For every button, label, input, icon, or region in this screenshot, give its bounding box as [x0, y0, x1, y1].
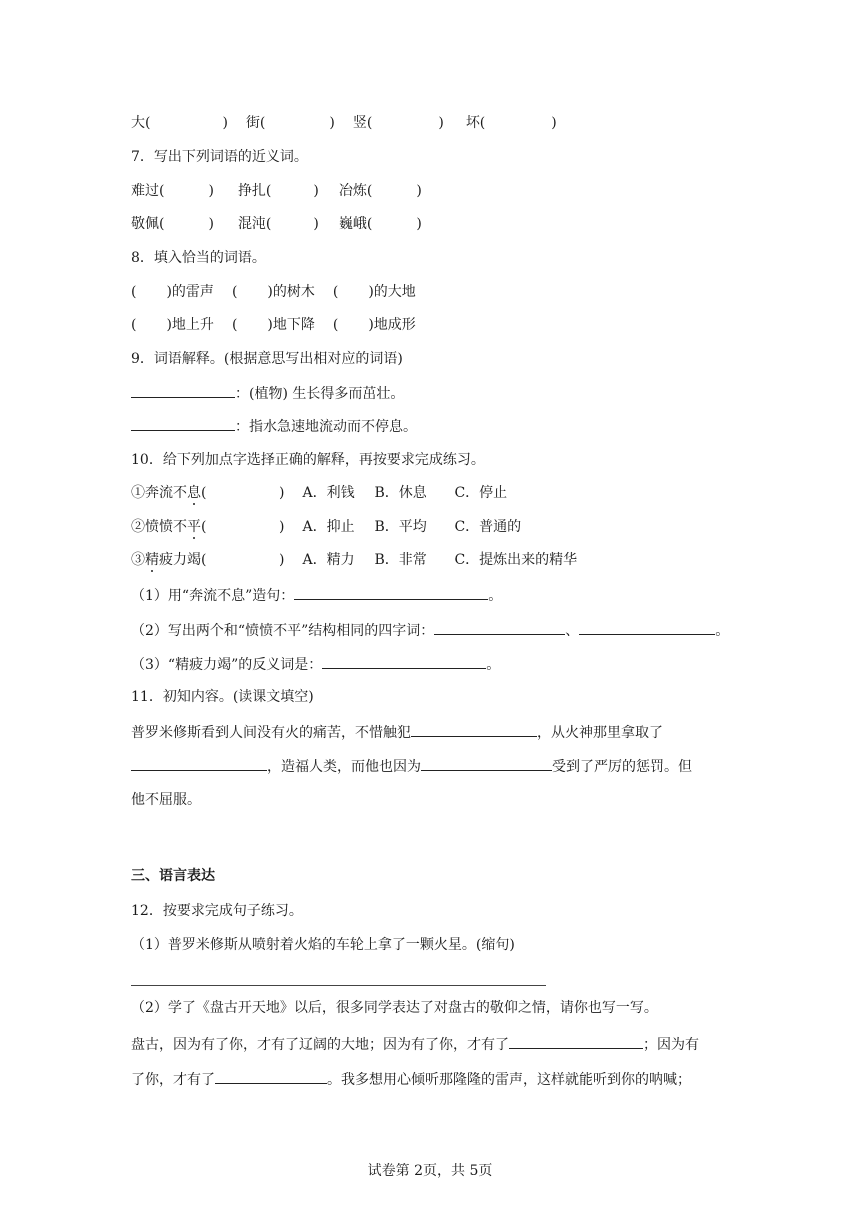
word: 混沌(: [237, 216, 272, 232]
prompt: （1）用“奔流不息”造句：: [131, 588, 295, 604]
definition: ：指水急速地流动而不停息。: [235, 419, 417, 435]
paren-close: ): [208, 216, 214, 232]
option-b: B．休息: [374, 485, 427, 501]
word: 冶炼(: [338, 183, 373, 199]
option-a: A．利钱: [302, 485, 355, 501]
q10-item-3: [131, 550, 577, 570]
paren-open: (: [201, 519, 207, 535]
q12-line-1: [131, 1034, 699, 1055]
word: 挣扎(: [237, 183, 272, 199]
paren-close: ): [438, 115, 444, 131]
fill-row-top: [131, 113, 557, 133]
phrase-text: ①奔流不: [131, 485, 187, 501]
option-c: C．提炼出来的精华: [454, 552, 578, 568]
paren-close: ): [313, 183, 319, 199]
option-b: B．非常: [374, 552, 427, 568]
option-c: C．停止: [454, 485, 508, 501]
period: 。: [715, 623, 730, 639]
q7-row1: [131, 181, 422, 201]
paren-open: (: [201, 485, 207, 501]
dotted-char: 精: [145, 552, 159, 568]
answer-line[interactable]: [131, 985, 546, 986]
q10-sub2: [131, 620, 729, 641]
text: 盘古，因为有了你，才有了辽阔的大地；因为有了你，才有了: [131, 1037, 509, 1053]
prompt: （3）“精疲力竭”的反义词是：: [131, 657, 323, 673]
paren-open: (: [231, 317, 238, 333]
paren-close: ): [416, 183, 422, 199]
section-heading: 三、语言表达: [131, 868, 215, 884]
char-da: 大(: [131, 115, 151, 131]
q10-item-1: [131, 483, 507, 503]
answer-blank[interactable]: [421, 756, 552, 771]
word: 难过(: [131, 183, 165, 199]
dotted-char: 平: [187, 519, 201, 535]
option-c: C．普通的: [454, 519, 522, 535]
paren-open: (: [131, 284, 137, 300]
paren-open: (: [231, 284, 238, 300]
answer-blank[interactable]: [294, 585, 488, 600]
text: 受到了严厉的惩罚。但: [552, 759, 692, 775]
char-huai: 坏(: [465, 115, 486, 131]
answer-blank[interactable]: [579, 620, 715, 635]
paren-close: ): [416, 216, 422, 232]
paren-close: ): [551, 115, 557, 131]
phrase-text: 疲力竭(: [159, 552, 207, 568]
q12-sub1: （1）普罗米修斯从喷射着火焰的车轮上拿了一颗火星。(缩句): [131, 937, 515, 953]
definition: ：(植物) 生长得多而茁壮。: [235, 386, 405, 402]
text: 了你，才有了: [131, 1072, 215, 1088]
paren-close: ): [313, 216, 319, 232]
prompt: （2）写出两个和“愤愤不平”结构相同的四字词：: [131, 623, 435, 639]
phrase: )的雷声: [166, 284, 214, 300]
q11-line-1: [131, 722, 663, 743]
q12-title: 12．按要求完成句子练习。: [131, 903, 303, 919]
q12-sub2: （2）学了《盘古开天地》以后，很多同学表达了对盘古的敬仰之情，请你也写一写。: [131, 1000, 658, 1016]
answer-blank[interactable]: [322, 654, 486, 669]
phrase: )的树木: [267, 284, 315, 300]
paren-close: ): [279, 519, 285, 535]
q12-line-2: [131, 1069, 691, 1090]
phrase: )的大地: [368, 284, 416, 300]
option-b: B．平均: [374, 519, 427, 535]
q9-def1: [131, 383, 404, 404]
paren-close: ): [279, 552, 285, 568]
paren-open: (: [332, 284, 339, 300]
q10-item-2: [131, 517, 521, 537]
paren-open: (: [332, 317, 339, 333]
paren-close: ): [279, 485, 285, 501]
text: ，造福人类，而他也因为: [267, 759, 421, 775]
q9-def2: [131, 416, 417, 437]
phrase-text: ③: [131, 552, 145, 568]
q11-line-3: 他不屈服。: [131, 792, 201, 808]
phrase: )地成形: [368, 317, 416, 333]
q10-sub1: [131, 585, 502, 606]
answer-blank[interactable]: [131, 416, 235, 431]
phrase: )地上升: [166, 317, 214, 333]
answer-blank[interactable]: [434, 620, 565, 635]
answer-blank[interactable]: [509, 1034, 643, 1049]
char-jie: 街(: [245, 115, 266, 131]
char-shu: 竖(: [352, 115, 373, 131]
q8-row2: [131, 315, 416, 335]
option-a: A．精力: [302, 552, 355, 568]
q8-row1: [131, 282, 416, 302]
q10-sub3: [131, 654, 500, 675]
q10-title: 10．给下列加点字选择正确的解释，再按要求完成练习。: [131, 452, 485, 468]
answer-blank[interactable]: [131, 756, 267, 771]
q11-line-2: [131, 756, 692, 777]
phrase-text: ②愤愤不: [131, 519, 187, 535]
answer-blank[interactable]: [411, 722, 537, 737]
q9-title: 9．词语解释。(根据意思写出相对应的词语): [131, 351, 403, 367]
text: ；因为有: [643, 1037, 699, 1053]
word: 敬佩(: [131, 216, 165, 232]
q11-title: 11．初知内容。(读课文填空): [131, 689, 314, 705]
answer-blank[interactable]: [215, 1069, 327, 1084]
q7-title: 7．写出下列词语的近义词。: [131, 149, 308, 165]
paren-close: ): [208, 183, 214, 199]
paren-close: ): [329, 115, 335, 131]
q8-title: 8．填入恰当的词语。: [131, 250, 266, 266]
word: 巍峨(: [338, 216, 373, 232]
period: 。: [486, 657, 501, 673]
answer-blank[interactable]: [131, 383, 235, 398]
text: 普罗米修斯看到人间没有火的痛苦，不惜触犯: [131, 725, 411, 741]
phrase: )地下降: [267, 317, 315, 333]
paren-close: ): [222, 115, 228, 131]
text: 。我多想用心倾听那隆隆的雷声，这样就能听到你的呐喊；: [327, 1072, 691, 1088]
paren-open: (: [131, 317, 137, 333]
q7-row2: [131, 214, 422, 234]
text: ，从火神那里拿取了: [537, 725, 663, 741]
dotted-char: 息: [187, 485, 201, 501]
period: 。: [488, 588, 503, 604]
page-footer: 试卷第 2页，共 5页: [367, 1163, 493, 1179]
separator: 、: [565, 623, 580, 639]
option-a: A．抑止: [302, 519, 355, 535]
